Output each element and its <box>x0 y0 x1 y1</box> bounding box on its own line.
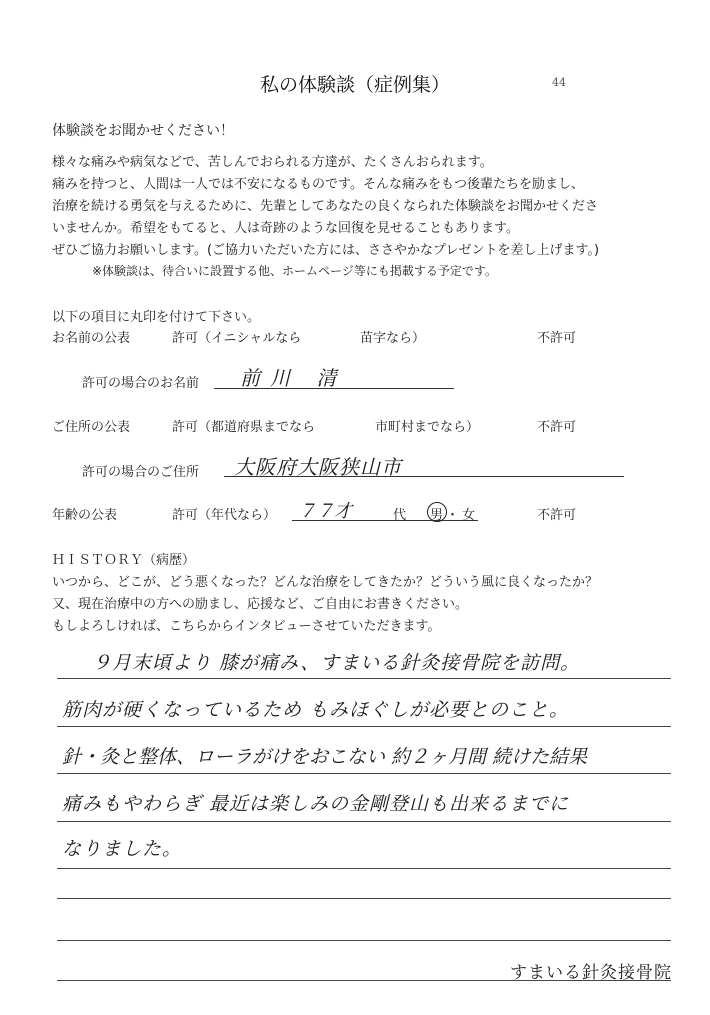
gender-separator: ・ <box>446 508 460 523</box>
intro-line: ぜひご協力お願いします。(ご協力いただいた方には、ささやかなプレゼントを差し上げます。) <box>52 243 600 258</box>
intro-heading: 体験談をお聞かせください！ <box>52 123 234 139</box>
intro-line: 痛みを持つと、人間は一人では不安になるものです。そんな痛みをもつ後輩たちを励まし、 <box>52 177 584 192</box>
address-field-label: 許可の場合のご住所 <box>82 465 200 480</box>
history-handwritten-line[interactable]: なりました。 <box>62 838 183 860</box>
intro-line: 治療を続ける勇気を与えるために、先輩としてあなたの良くなられた体験談をお聞かせくださ <box>52 199 599 214</box>
name-allow-initials-option[interactable]: 許可（イニシャルなら <box>172 331 302 346</box>
history-prompt: いつから、どこが、どう悪くなった？どんな治療をしてきたか？どういう風に良くなったか？ <box>52 575 599 590</box>
address-deny-option[interactable]: 不許可 <box>537 420 577 435</box>
address-publication-label: ご住所の公表 <box>52 420 131 435</box>
page-title: 私の体験談（症例集） <box>259 74 450 96</box>
address-allow-city-option[interactable]: 市町村までなら） <box>375 420 480 435</box>
age-publication-label: 年齢の公表 <box>52 508 118 523</box>
writing-line <box>57 726 671 727</box>
name-allow-surname-option[interactable]: 苗字なら） <box>360 331 426 346</box>
writing-line <box>57 821 671 822</box>
gender-male-option[interactable]: 男 <box>430 508 444 523</box>
name-field-value[interactable]: 前川 清 <box>240 366 347 390</box>
name-field-label: 許可の場合のお名前 <box>82 376 200 391</box>
age-value[interactable]: ７７才 <box>298 501 352 522</box>
address-field-underline <box>224 476 624 477</box>
history-handwritten-line[interactable]: 痛みもやわらぎ 最近は楽しみの金剛登山も出来るまでに <box>62 793 570 815</box>
age-allow-decade-option[interactable]: 許可（年代なら） <box>172 508 277 523</box>
gender-female-option[interactable]: 女 <box>462 508 476 523</box>
page-number: 44 <box>552 76 566 89</box>
intro-line: 様々な痛みや病気などで、苦しんでおられる方達が、たくさんおられます。 <box>52 155 493 170</box>
history-handwritten-line[interactable]: 針・灸と整体、ローラがけをおこない 約２ヶ月間 続けた結果 <box>62 746 588 768</box>
history-prompt: 又、現在治療中の方への励まし、応援など、ご自由にお書きください。 <box>52 597 469 612</box>
writing-line <box>57 868 671 869</box>
name-publication-label: お名前の公表 <box>52 331 131 346</box>
form-instruction: 以下の項目に丸印を付けて下さい。 <box>52 310 261 325</box>
clinic-name: すまいる針灸接骨院 <box>510 963 672 983</box>
address-field-value[interactable]: 大阪府大阪狭山市 <box>234 455 402 479</box>
age-decade-label: 代 <box>393 508 407 523</box>
address-allow-prefecture-option[interactable]: 許可（都道府県までなら <box>172 420 316 435</box>
publication-note: ※体験談は、待合いに設置する他、ホームページ等にも掲載する予定です。 <box>92 264 497 278</box>
history-heading: ＨＩＳＴＯＲＹ（病歴） <box>52 553 196 568</box>
writing-line <box>57 773 671 774</box>
writing-line <box>57 678 671 679</box>
name-field-underline <box>214 388 454 389</box>
age-deny-option[interactable]: 不許可 <box>537 508 577 523</box>
name-deny-option[interactable]: 不許可 <box>537 331 577 346</box>
history-handwritten-line[interactable]: ９月末頃より 膝が痛み、すまいる針灸接骨院を訪問。 <box>92 652 581 674</box>
intro-line: いませんか。希望をもてると、人は奇跡のような回復を見せることもあります。 <box>52 221 519 236</box>
writing-line <box>57 898 671 899</box>
history-handwritten-line[interactable]: 筋肉が硬くなっているため もみほぐしが必要とのこと。 <box>62 699 570 721</box>
writing-line <box>57 940 671 941</box>
history-prompt: もしよろしければ、こちらからインタビューさせていただきます。 <box>52 619 441 634</box>
